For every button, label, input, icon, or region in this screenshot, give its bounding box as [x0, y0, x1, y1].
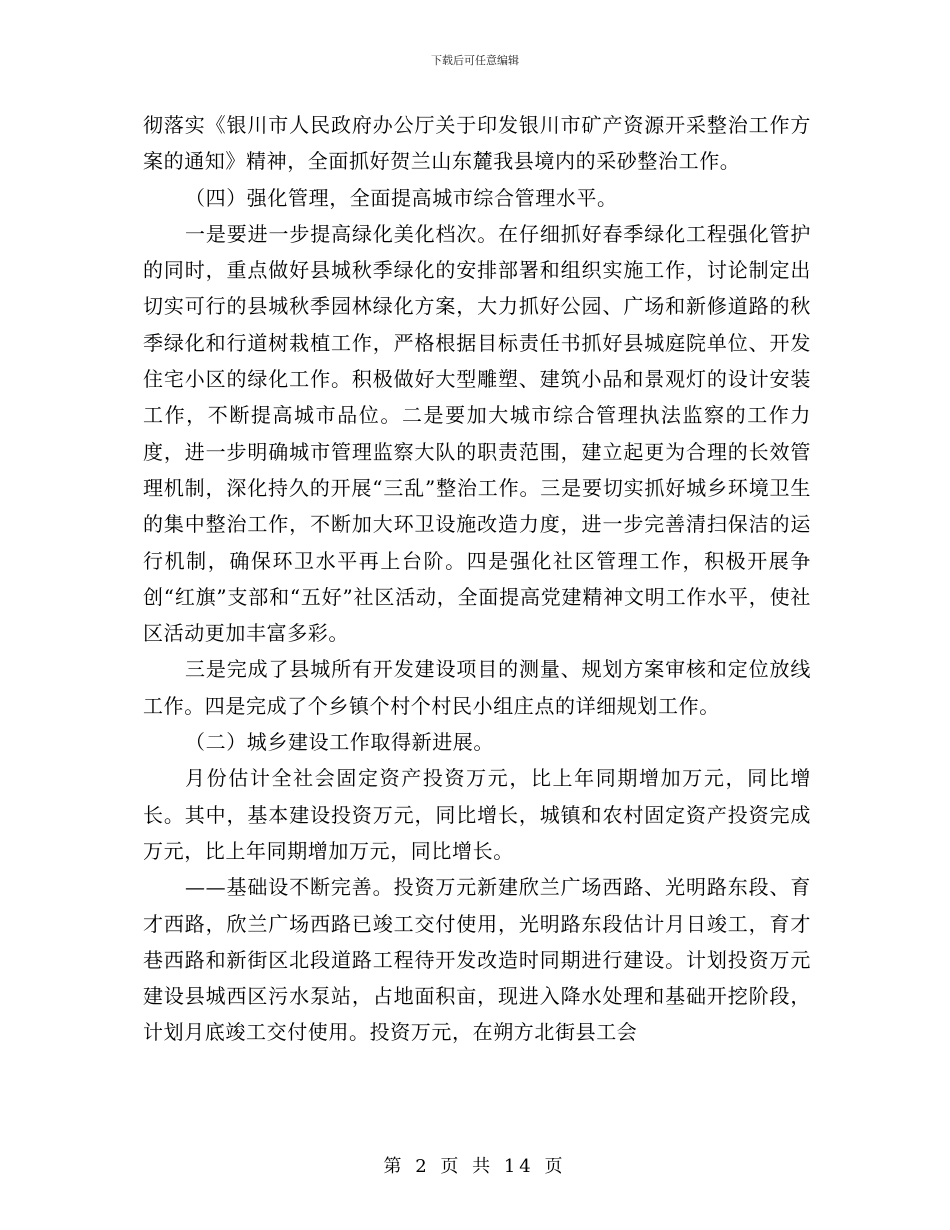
paragraph-continuation: 彻落实《银川市人民政府办公厅关于印发银川市矿产资源开采整治工作方案的通知》精神，全面抓好贺兰山东麓我县境内的采砂整治工作。 — [143, 113, 811, 174]
paragraph-infrastructure: ——基础设不断完善。投资万元新建欣兰广场西路、光明路东段、育才西路，欣兰广场西路已竣工交付使用，光明路东段估计月日竣工，育才巷西路和新街区北段道路工程待开发改造时同期进行建设。计划投资万元建设县城西区污水泵站，占地面积亩，现进入降水处理和基础开挖阶段，计划月底竣工交付使用。投资万元，在朔方北街县工会 — [143, 875, 811, 1045]
page-number-footer: 第 2 页 共 14 页 — [383, 1156, 567, 1177]
page-header-note: 下载后可任意编辑 — [431, 54, 519, 67]
section-heading-2: （二）城乡建设工作取得新进展。 — [185, 730, 494, 755]
section-heading-4: （四）强化管理，全面提高城市综合管理水平。 — [185, 185, 618, 210]
paragraph-management: 一是要进一步提高绿化美化档次。在仔细抓好春季绿化工程强化管护的同时，重点做好县城秋季绿化的安排部署和组织实施工作，讨论制定出切实可行的县城秋季园林绿化方案，大力抓好公园、广场和新修道路的秋季绿化和行道树栽植工作，严格根据目标责任书抓好县城庭院单位、开发住宅小区的绿化工作。积极做好大型雕塑、建筑小品和景观灯的设计安装工作，不断提高城市品位。二是要加大城市综合管理执法监察的工作力度，进一步明确城市管理监察大队的职责范围，建立起更为合理的长效管理机制，深化持久的开展“三乱”整治工作。三是要切实抓好城乡环境卫生的集中整治工作，不断加大环卫设施改造力度，进一步完善清扫保洁的运行机制，确保环卫水平再上台阶。四是强化社区管理工作，积极开展争创“红旗”支部和“五好”社区活动，全面提高党建精神文明工作水平，使社区活动更加丰富多彩。 — [143, 221, 811, 646]
document-body — [143, 107, 811, 1051]
paragraph-planning: 三是完成了县城所有开发建设项目的测量、规划方案审核和定位放线工作。四是完成了个乡镇个村个村民小组庄点的详细规划工作。 — [143, 657, 811, 718]
paragraph-investment: 月份估计全社会固定资产投资万元，比上年同期增加万元，同比增长。其中，基本建设投资万元，同比增长，城镇和农村固定资产投资完成万元，比上年同期增加万元，同比增长。 — [143, 766, 811, 863]
